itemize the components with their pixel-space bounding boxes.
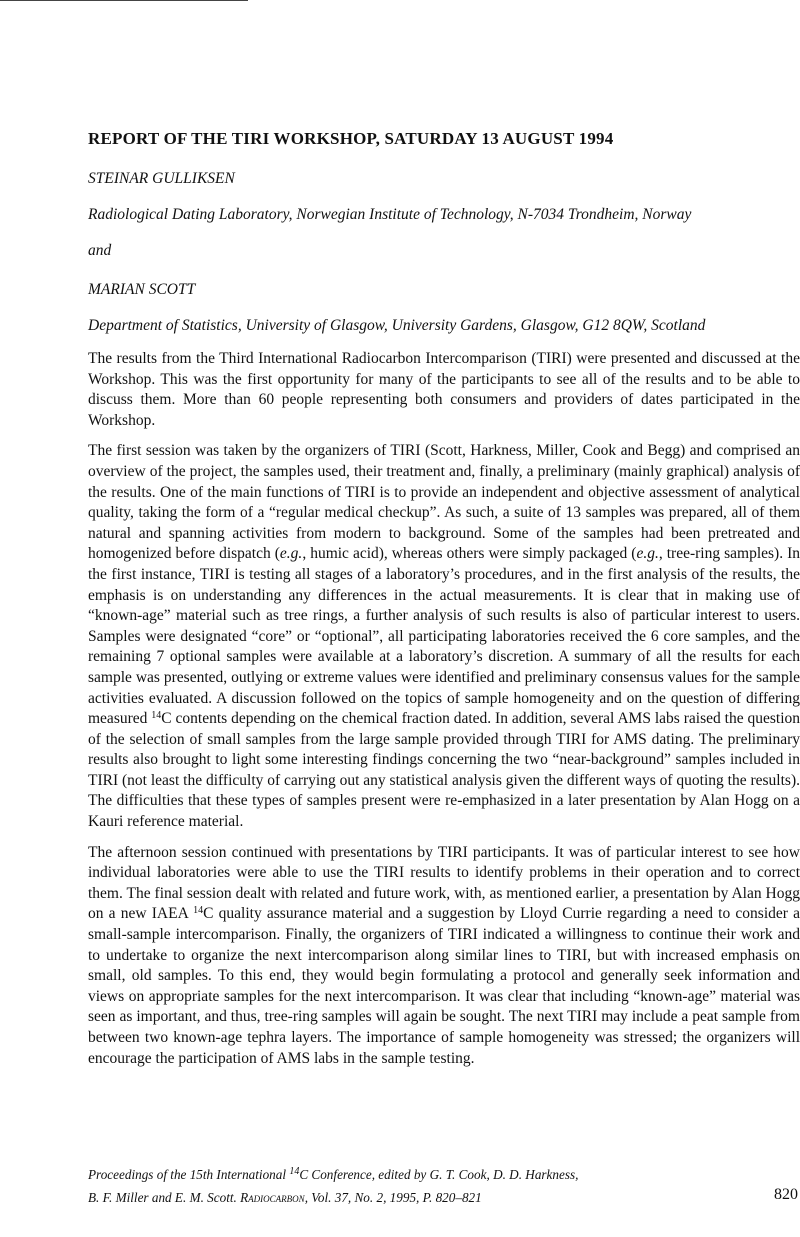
paragraph-text: C quality assurance material and a suggestion by Lloyd Currie regarding a need to consider a small-sample intercomparison. Finally, the organizers of TIRI indicated a willingness to continue their work and to undertake to organize the next intercomparison along similar lines to TIRI, but with increased emphasis on small, old samples. To this end, they would begin formulating a protocol and generally seek information and views on appropriate samples for the next intercomparison. It was clear that including “known-age” material was seen as important, and thus, tree-ring samples will again be sought. The next TIRI may include a peat sample from between two known-age tephra layers. The importance of sample homogeneity was stressed; the organizers will encourage the participation of AMS labs in the sample testing.	[88, 905, 800, 1067]
body-paragraph-3	[88, 843, 800, 1070]
author-name: STEINAR GULLIKSEN	[88, 170, 235, 187]
citation-line-2	[88, 1186, 800, 1209]
author-conjunction: and	[88, 242, 112, 259]
journal-name: Radiocarbon	[240, 1190, 305, 1205]
isotope-superscript: 14	[289, 1166, 300, 1177]
body-paragraph-2	[88, 441, 800, 832]
page-title: REPORT OF THE TIRI WORKSHOP, SATURDAY 13 AUGUST 1994	[88, 129, 614, 148]
italic-abbreviation: e.g.	[636, 545, 659, 563]
page-number: 820	[774, 1186, 798, 1203]
citation-text: C Conference, edited by G. T. Cook, D. D. Harkness,	[299, 1167, 579, 1182]
author-affiliation: Radiological Dating Laboratory, Norwegian Institute of Technology, N-7034 Trondheim, Norway	[88, 206, 692, 223]
citation-text: Proceedings of the 15th International	[88, 1167, 290, 1182]
top-rule	[0, 0, 248, 1]
isotope-superscript: 14	[193, 905, 204, 917]
author-name: MARIAN SCOTT	[88, 281, 196, 298]
body-paragraph-1: The results from the Third International Radiocarbon Intercomparison (TIRI) were presented and discussed at the Workshop. This was the first opportunity for many of the participants to see all of the results and to be able to discuss them. More than 60 people representing both consumers and providers of dates participated in the Workshop.	[88, 350, 800, 429]
paragraph-text: C contents depending on the chemical fraction dated. In addition, several AMS labs raised the question of the selection of small samples from the large sample provided through TIRI for AMS dating. The preliminary results also brought to light some interesting findings concerning the two “near-background” samples included in TIRI (not least the difficulty of carrying out any statistical analysis given the different ways of quoting the results). The difficulties that these types of samples present were re-emphasized in a later presentation by Alan Hogg on a Kauri reference material.	[88, 710, 800, 831]
article	[88, 128, 800, 1069]
paragraph-text: , humic acid), whereas others were simply packaged (	[302, 545, 637, 563]
citation-text: , Vol. 37, No. 2, 1995, P. 820–821	[304, 1190, 482, 1205]
paragraph-text: The first session was taken by the organizers of TIRI (Scott, Harkness, Miller, Cook and Begg) and comprised an overview of the project, the samples used, their treatment and, finally, a preliminary (mainly graphical) analysis of the results. One of the main functions of TIRI is to provide an independent and objective assessment of analytical quality, taking the form of a “regular medical checkup”. As such, a suite of 13 samples was prepared, all of them natural and spanning activities from modern to background. Some of the samples had been pretreated and homogenized before dispatch (	[88, 442, 800, 563]
citation-text: B. F. Miller and E. M. Scott.	[88, 1190, 241, 1205]
paragraph-text: The afternoon session continued with presentations by TIRI participants. It was of particular interest to see how individual laboratories were able to use the TIRI results to identify problems in their operation and to correct them. The final session dealt with related and future work, with, as mentioned earlier, a presentation by Alan Hogg on a new IAEA	[88, 843, 800, 923]
italic-abbreviation: e.g.	[279, 545, 303, 563]
author-affiliation: Department of Statistics, University of Glasgow, University Gardens, Glasgow, G12 8QW, Scotland	[88, 317, 706, 334]
citation-footer	[88, 1163, 800, 1209]
citation-line-1	[88, 1163, 800, 1186]
paragraph-text: , tree-ring samples). In the first instance, TIRI is testing all stages of a laboratory’s procedures, and in the first analysis of the results, the emphasis is on understanding any differences in the actual measurements. It is clear that in making use of “known-age” material such as tree rings, a further analysis of such results is also of particular interest to users. Samples were designated “core” or “optional”, all participating laboratories received the 6 core samples, and the remaining 7 optional samples were available at a laboratory’s discretion. A summary of all the results for each sample was presented, outlying or extreme values were identified and preliminary consensus values for the sample activities evaluated. A discussion followed on the topics of sample homogeneity and on the question of differing measured	[88, 545, 800, 728]
isotope-superscript: 14	[151, 710, 162, 722]
